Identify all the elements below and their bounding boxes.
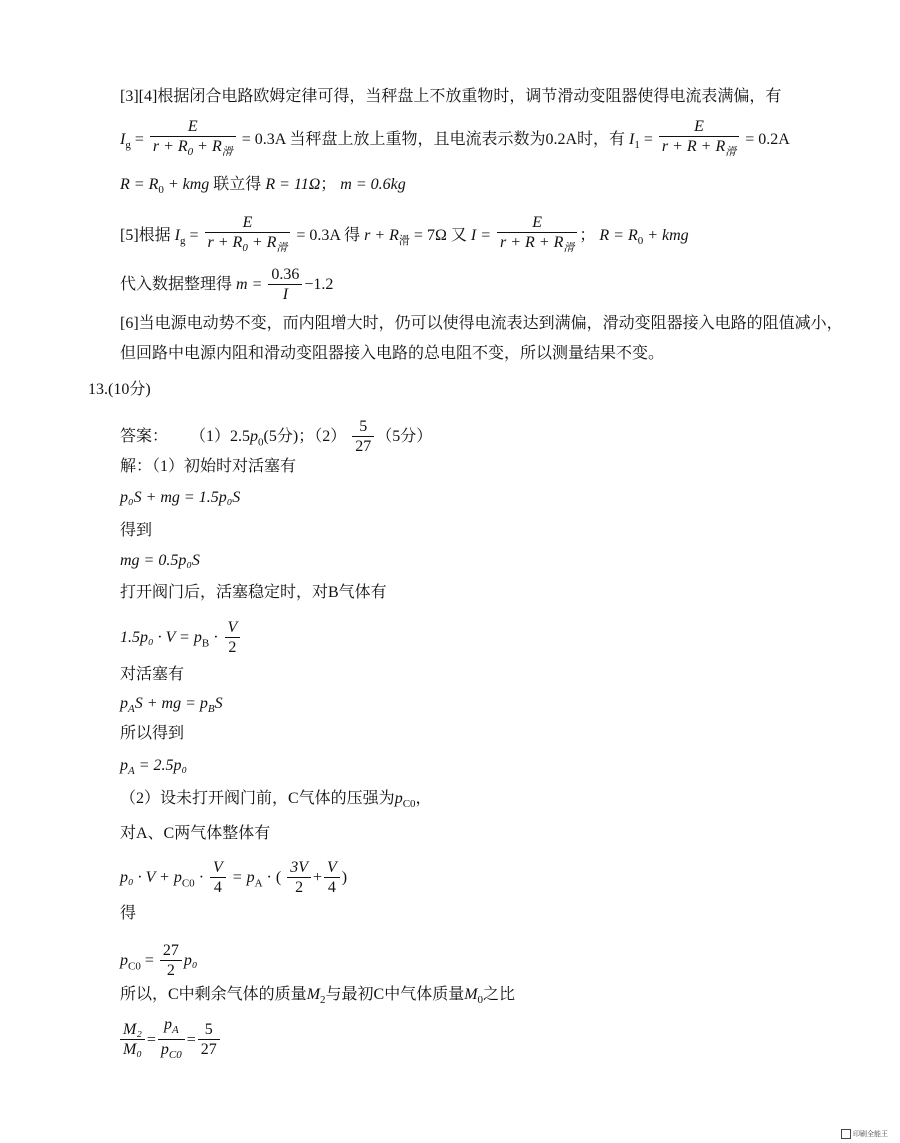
eq3-lhs-sub: g <box>180 234 186 247</box>
step9-a: 所以，C中剩余气体的质量 <box>120 986 307 1003</box>
solution-eq10: $\frac{\text{M₂}}{\text{M₀}}$ = $\frac{p_A}{p_{C0}}$ = $\frac{5}{27}$ <box>118 1016 222 1065</box>
den-sub: 滑 <box>221 146 233 159</box>
paragraph-6b: 但回路中电源内阻和滑动变阻器接入电路的总电阻不变，所以测量结果不变。 <box>120 345 665 362</box>
eq3-den-text: r + R <box>207 234 243 251</box>
eq7-fraction2 <box>287 859 311 898</box>
step9-m0-sub: 0 <box>477 994 484 1007</box>
eq7-mid2: · ( <box>262 869 282 887</box>
solution-step9 <box>120 985 515 1010</box>
eq5-sub: A <box>128 765 135 778</box>
fraction-e-over-r2 <box>659 118 739 162</box>
eq-b-dot: · <box>209 629 219 647</box>
eq8-sub: C0 <box>128 960 141 973</box>
solution-step4: 对活塞有 <box>120 666 185 683</box>
eq-b-fraction <box>225 619 241 658</box>
eq10-den3: 27 <box>198 1039 220 1060</box>
step9-b: 与最初C中气体质量 <box>325 986 465 1003</box>
eq3-c: r + R <box>364 226 399 244</box>
eq2-c: R = 11Ω <box>265 176 321 193</box>
eq8-tail: p₀ <box>183 952 198 970</box>
eq2-d: m = 0.6kg <box>340 176 406 193</box>
eq3-den-sub: 滑 <box>276 242 288 255</box>
watermark-text: 印刷全能王 <box>853 1130 888 1138</box>
eq3-lhs2: I = <box>470 226 491 244</box>
solution-step1: 解：（1）初始时对活塞有 <box>120 458 297 475</box>
eq-b-left: 1.5p₀ · V = p <box>120 629 202 647</box>
eq8-den: 2 <box>160 960 182 981</box>
answer-label: 答案： <box>120 428 169 446</box>
eq4-p: p <box>120 695 128 712</box>
eq3-fraction2 <box>497 214 577 258</box>
eq10-num3: 5 <box>204 1021 213 1039</box>
eq3-den2 <box>497 232 577 258</box>
eq2-b: + kmg <box>163 176 210 193</box>
den-mid: + R <box>193 138 222 155</box>
eq3-den2-sub: 滑 <box>563 242 575 255</box>
eq3-den-sub0: 0 <box>242 242 248 255</box>
fraction-e-over-r <box>150 118 236 162</box>
answer-part1: （1）2.5 <box>190 428 251 446</box>
eq4-mid: S + mg = p <box>134 695 208 712</box>
eq7-plus: + <box>312 869 323 887</box>
eq2-a-sub: 0 <box>158 184 164 197</box>
eq10-num2 <box>158 1016 185 1039</box>
eq-b-sub: B <box>201 637 210 650</box>
eq3-rhs: = 0.3A <box>296 226 341 244</box>
eq7-den3: 4 <box>324 877 340 898</box>
eq4-num: 0.36 <box>271 266 300 283</box>
eq10-den2-sub: C0 <box>168 1049 182 1062</box>
equation-r <box>120 175 406 200</box>
step6-var: p <box>394 790 403 807</box>
sub-1: 1 <box>634 138 640 151</box>
solution-step5: 所以得到 <box>120 725 185 742</box>
eq10-num2-text: p <box>163 1016 172 1033</box>
sub-g: g <box>125 138 131 151</box>
answer-den: 27 <box>352 436 374 457</box>
step9-m2: M <box>306 986 321 1003</box>
eq3-fraction <box>205 214 291 258</box>
answer-line <box>120 418 432 457</box>
step9-m2-sub: 2 <box>320 994 326 1007</box>
value-0-3a: = 0.3A <box>241 130 286 148</box>
eq8-eq: = <box>140 952 154 970</box>
eq7-num1: V <box>213 859 223 876</box>
eq7-fraction3 <box>324 859 340 898</box>
solution-eq2: mg = 0.5p₀S <box>120 552 200 569</box>
equation-m <box>120 266 333 305</box>
eq4-tail-s: S <box>214 695 223 712</box>
eq-b-num: V <box>227 619 238 636</box>
frac-num: E <box>187 118 198 135</box>
eq7-fraction1 <box>210 859 226 898</box>
solution-eq7 <box>120 859 347 898</box>
step6-tail: ， <box>415 790 432 807</box>
answer-part1-tail: (5分)；（2） <box>263 428 347 446</box>
equation-text: 当秤盘上放上重物，且电流表示数为0.2A时，有 <box>289 130 625 148</box>
answer-var: p <box>250 428 259 446</box>
solution-step7: 对A、C两气体整体有 <box>120 825 271 842</box>
eq4-lhs: m = <box>236 276 263 294</box>
answer-tail: （5分） <box>376 428 433 446</box>
eq7-mid: = p <box>231 869 255 887</box>
eq5-tail: = 2.5p₀ <box>134 757 188 774</box>
eq3-den <box>205 232 291 258</box>
watermark-icon <box>841 1129 851 1139</box>
eq3-t1: 得 <box>344 226 361 244</box>
frac-den2 <box>659 136 739 162</box>
solution-eq8 <box>120 942 197 981</box>
answer-num: 5 <box>359 418 368 435</box>
eq5-p: p <box>120 757 128 774</box>
eq7-den2: 2 <box>287 877 311 898</box>
solution-step8: 得 <box>120 905 137 922</box>
eq4-sub-b: B <box>207 703 215 716</box>
solution-eq5 <box>120 756 187 781</box>
eq10-fraction2 <box>158 1016 185 1065</box>
solution-step3: 打开阀门后，活塞稳定时，对B气体有 <box>120 584 387 601</box>
eq10-den2-text: p <box>160 1041 169 1059</box>
equation-5: [5]根据 $I_g$ = $\frac{E}{r + R_0 + R_滑}$ = 0.3A 得 $r + R_滑 = 7\Omega$ 又 I = $\frac{E}{r + R + R_滑}$ ； $R = R_0$ + kmg <box>120 214 689 258</box>
eq7-left: p₀ · V + p <box>120 869 182 887</box>
eq10-den1: M₀ <box>120 1039 145 1060</box>
eq10-den2 <box>158 1039 185 1065</box>
eq4-tail: −1.2 <box>304 276 334 294</box>
eq2-sep: ； <box>320 176 337 193</box>
eq10-fraction3 <box>198 1021 220 1060</box>
solution-eq4 <box>120 694 223 719</box>
symbol-i: I <box>120 130 126 148</box>
den2-text: r + R + R <box>661 138 726 155</box>
den-sub0: 0 <box>187 146 194 159</box>
eq10-num1: M₂ <box>123 1021 142 1039</box>
eq8-num: 27 <box>162 942 179 959</box>
eq8-fraction <box>160 942 182 981</box>
eq7-num3: V <box>327 859 337 876</box>
equation-ig: $I_g$ = $\frac{E}{r + R_0 + R_滑}$ = 0.3A 当秤盘上放上重物，且电流表示数为0.2A时，有 $I_1$ = $\frac{E}{r + R + R_滑}$ = 0.2A <box>120 118 790 162</box>
step6-text: （2）设未打开阀门前，C气体的压强为 <box>120 790 395 807</box>
eq3-c-rhs: = 7Ω <box>409 226 447 244</box>
eq-b-den: 2 <box>225 637 241 658</box>
den-text: r + R <box>152 138 188 155</box>
solution-step6 <box>120 789 432 814</box>
step9-c: 之比 <box>483 986 516 1003</box>
step6-sub: C0 <box>402 798 416 811</box>
solution-step2: 得到 <box>120 522 153 539</box>
eq2-text: 联立得 <box>213 176 262 193</box>
eq3-d: R = R <box>599 226 638 244</box>
eq7-num2: 3V <box>290 859 308 876</box>
eq3-lhs: I <box>174 226 180 244</box>
paragraph-6a: [6]当电源电动势不变，而内阻增大时，仍可以使得电流表达到满偏，滑动变阻器接入电路的阻值减小， <box>120 315 843 332</box>
answer-fraction <box>352 418 374 457</box>
watermark <box>841 1129 888 1139</box>
eq10-fraction1 <box>120 1021 145 1060</box>
eq3-den2-text: r + R + R <box>499 234 564 251</box>
eq7-close: ) <box>341 869 348 887</box>
eq3-num2: E <box>532 214 543 231</box>
paragraph-3-4: [3][4]根据闭合电路欧姆定律可得，当秤盘上不放重物时，调节滑动变阻器使得电流表满偏，有 <box>120 88 782 105</box>
den2-sub: 滑 <box>725 146 737 159</box>
eq4-den: I <box>268 284 302 305</box>
eq4-fraction <box>268 266 302 305</box>
eq3-t2: 又 <box>450 226 467 244</box>
step9-m0: M <box>464 986 478 1003</box>
eq2-a: R = R <box>120 176 159 193</box>
eq8-p: p <box>120 952 128 970</box>
eq4-sub-a: A <box>128 703 135 716</box>
question-13-heading: 13.(10分) <box>88 381 151 398</box>
solution-eq1: p₀S + mg = 1.5p₀S <box>120 489 241 506</box>
eq3-sep: ； <box>579 226 596 244</box>
eq3-d-sub: 0 <box>637 234 644 247</box>
symbol-i1: I <box>629 130 635 148</box>
answer-var-sub: 0 <box>258 436 264 449</box>
eq10-num2-sub: A <box>171 1024 179 1037</box>
eq7-sub-c0: C0 <box>181 877 195 890</box>
eq3-d-tail: + kmg <box>643 226 689 244</box>
eq3-c-sub: 滑 <box>398 234 410 247</box>
frac-num2: E <box>694 118 704 135</box>
eq4-text: 代入数据整理得 <box>120 276 233 294</box>
eq3-num: E <box>242 214 253 231</box>
solution-eq3 <box>120 619 242 658</box>
eq7-den1: 4 <box>210 877 226 898</box>
frac-den <box>150 136 236 162</box>
eq7-sub-a: A <box>254 877 263 890</box>
eq7-dot: · <box>194 869 205 887</box>
eq3-den-mid: + R <box>247 234 277 251</box>
value-0-2a: = 0.2A <box>745 130 790 148</box>
eq3-pre: [5]根据 <box>120 226 171 244</box>
